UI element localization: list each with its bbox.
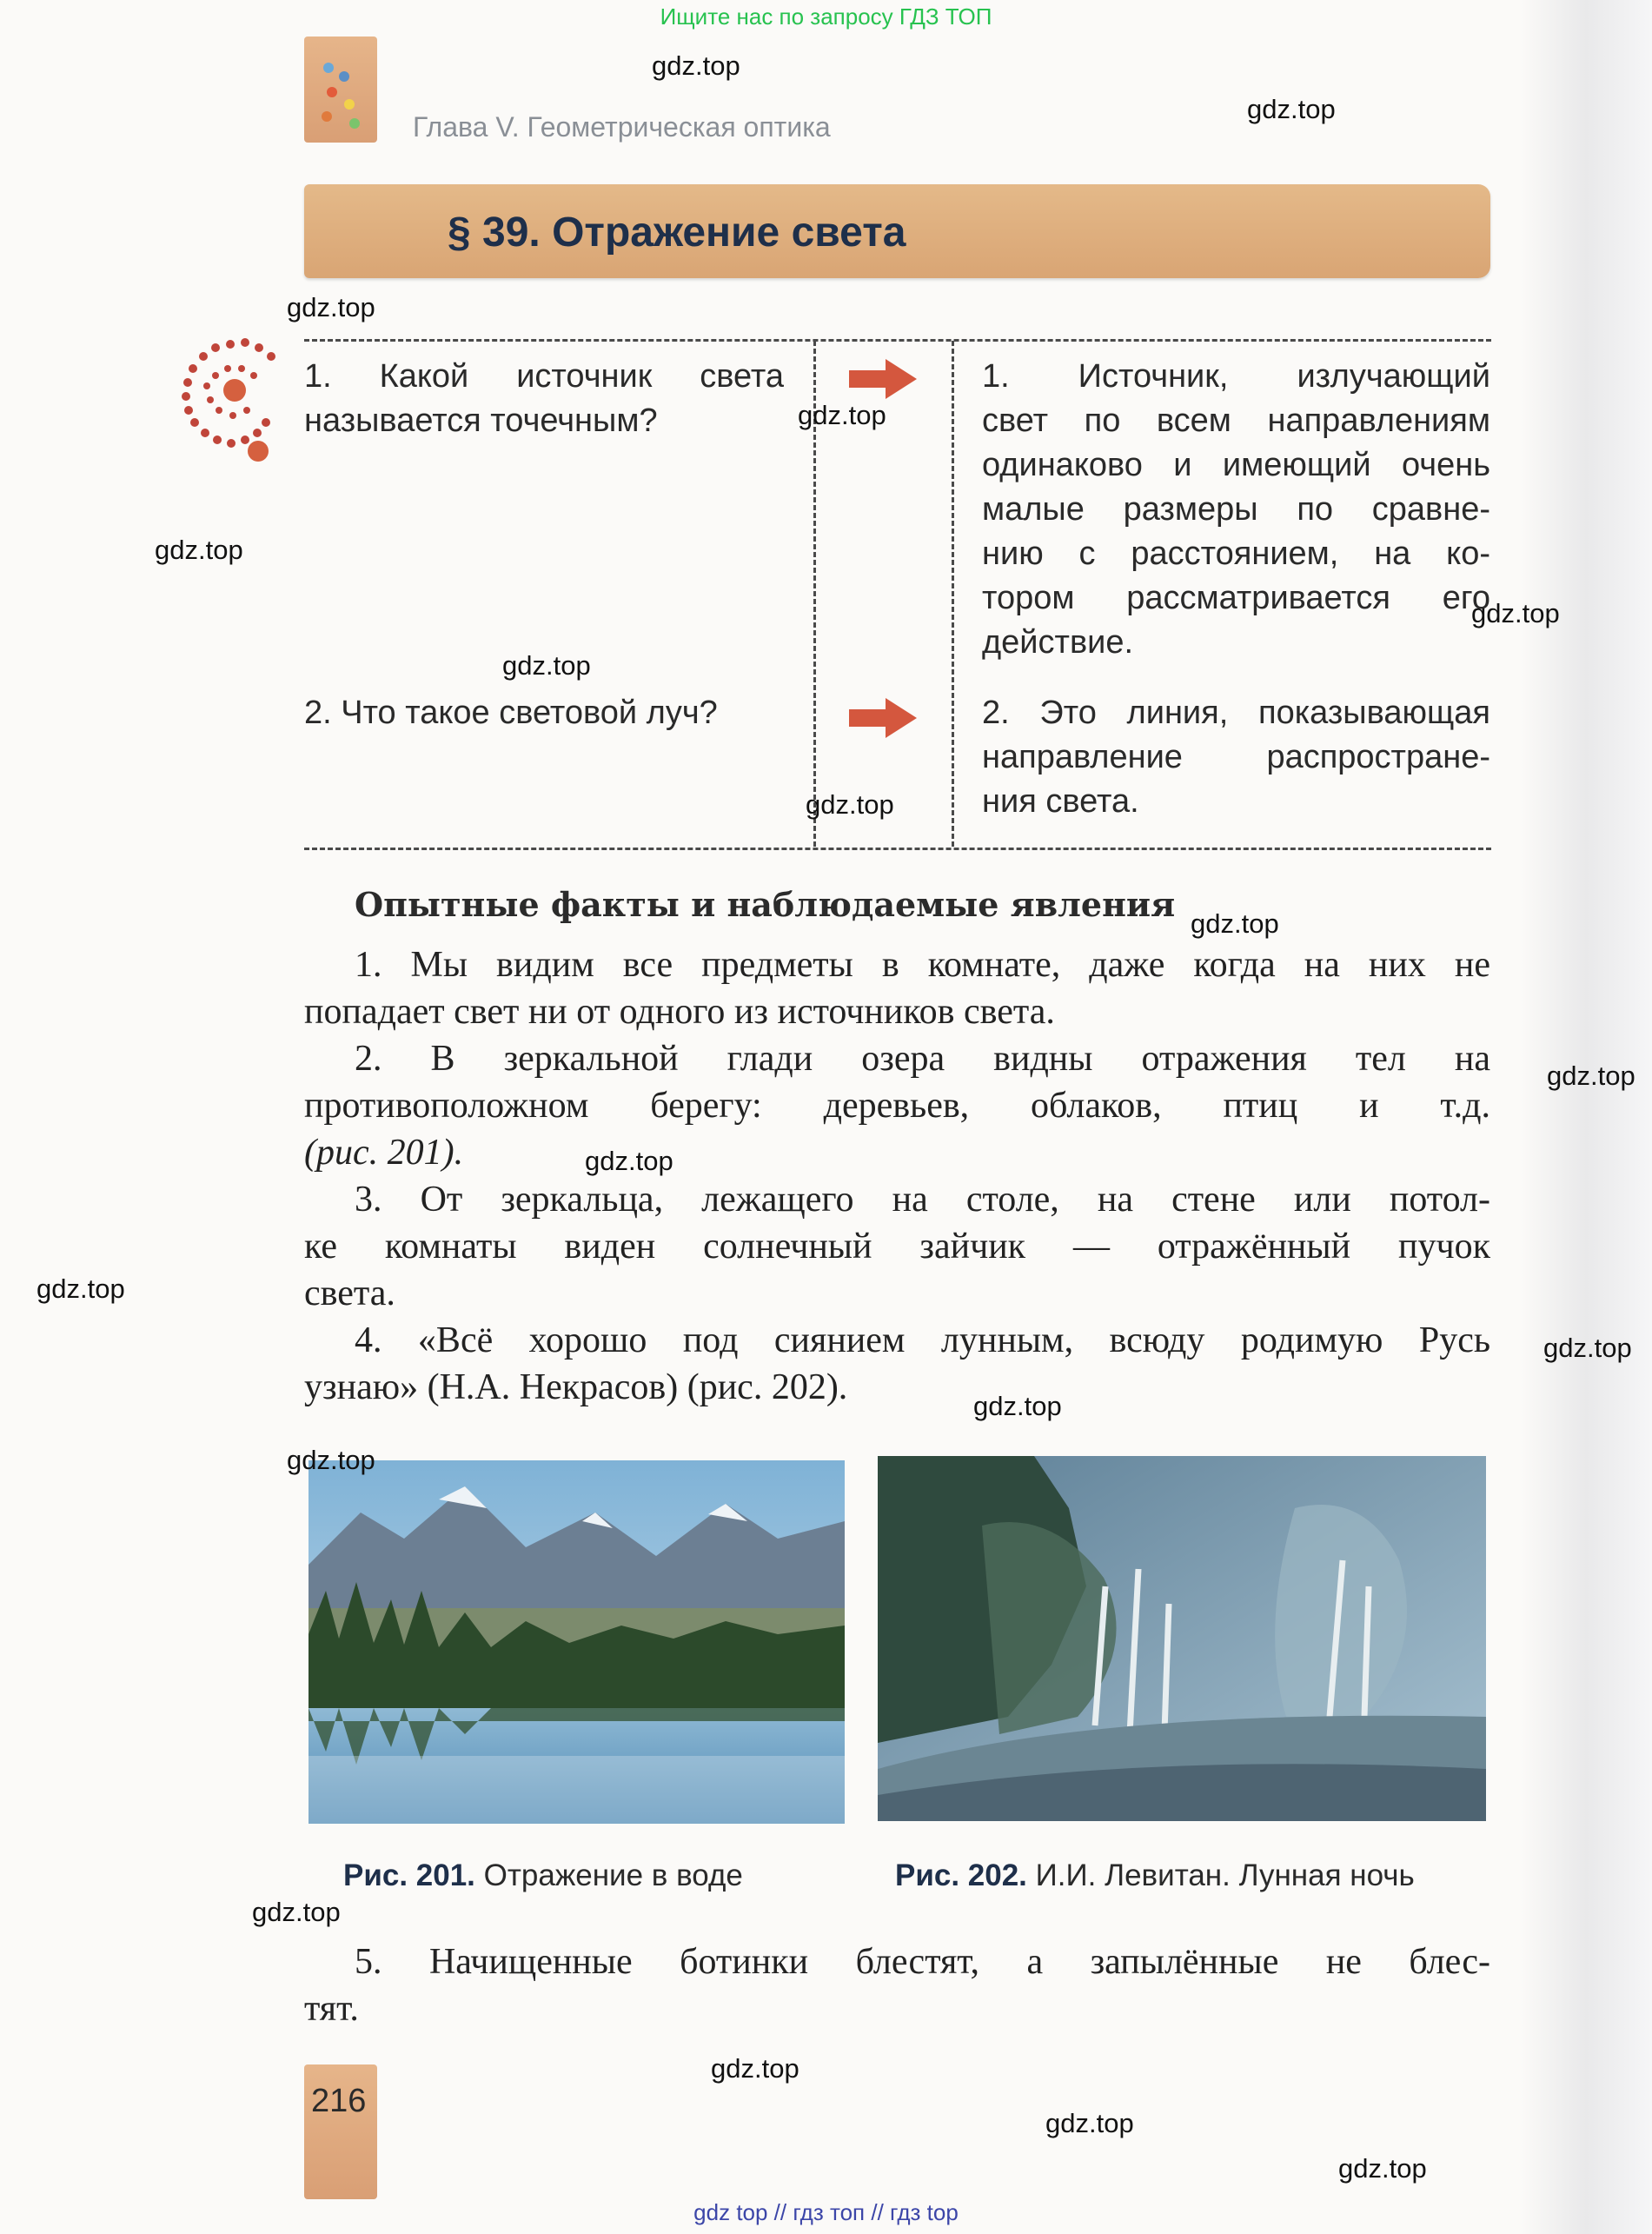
search-banner[interactable]: Ищите нас по запросу ГДЗ ТОП (660, 3, 992, 30)
watermark: gdz.top (287, 1445, 375, 1475)
qa-border-bottom (304, 848, 1491, 850)
watermark: gdz.top (502, 650, 591, 681)
question-1-line-2: называется точечным? (304, 402, 658, 439)
watermark: gdz.top (711, 2053, 799, 2084)
watermark: gdz.top (1543, 1333, 1632, 1363)
watermark: gdz.top (1471, 598, 1560, 628)
fact-3-line-1: 3. От зеркальца, лежащего на столе, на стене или потол- (355, 1180, 1490, 1220)
arrow-right-icon (847, 695, 919, 741)
answer-2: 2. Это линия, показывающая направление распростране- ния света. (982, 695, 1490, 820)
watermark: gdz.top (1191, 908, 1279, 939)
fact-4-line-1: 4. «Всё хорошо под сиянием лунным, всюду родимую Русь (355, 1320, 1490, 1360)
section-title: § 39. Отражение света (448, 209, 906, 256)
facts-list (304, 941, 1490, 1411)
qa-divider-right (952, 341, 954, 847)
fact-2-line-2: противоположном берегу: деревьев, облаков, птиц и т.д. (304, 1086, 1490, 1126)
watermark: gdz.top (155, 535, 243, 565)
chapter-header: Глава V. Геометрическая оптика (413, 111, 831, 143)
figure-202-image (878, 1456, 1486, 1821)
qa-border-top (304, 339, 1491, 342)
fact-4-line-2: узнаю» (Н.А. Некрасов) (рис. 202). (304, 1367, 848, 1407)
watermark: gdz.top (1045, 2108, 1134, 2138)
arrow-right-icon (847, 356, 919, 402)
fact-3-line-2: ке комнаты виден солнечный зайчик — отражённый пучок (304, 1227, 1490, 1267)
watermark: gdz.top (1338, 2153, 1427, 2184)
watermark: gdz.top (652, 50, 740, 81)
answer-1: 1. Источник, излучающий свет по всем направлениям одинаково и имеющий очень малые размеры по сравне- нию с расстоянием, на ко- тором рассматривается его действие. (982, 358, 1490, 661)
fact-1-line-2: попадает свет ни от одного из источников света. (304, 992, 1055, 1032)
figure-201-image (309, 1460, 845, 1824)
figure-201-caption: Рис. 201. Отражение в воде (343, 1858, 743, 1892)
watermark: gdz.top (806, 789, 894, 820)
chapter-tab-decoration (304, 37, 377, 143)
fact-3-line-3: света. (304, 1273, 395, 1313)
fact-2-line-3: (рис. 201). (304, 1133, 464, 1173)
question-1-line-1: 1. Какой источник света (304, 358, 784, 395)
fact-1-line-1: 1. Мы видим все предметы в комнате, даже когда на них не (355, 945, 1490, 985)
facts-heading: Опытные факты и наблюдаемые явления (355, 885, 1176, 924)
fact-2-line-1: 2. В зеркальной глади озера видны отражения тел на (355, 1039, 1490, 1079)
watermark: gdz.top (252, 1897, 341, 1927)
footer-links[interactable]: gdz top // гдз топ // гдз top (693, 2199, 959, 2225)
figure-202-caption: Рис. 202. И.И. Левитан. Лунная ночь (895, 1858, 1415, 1892)
watermark: gdz.top (1547, 1060, 1635, 1091)
page-number: 216 (311, 2083, 367, 2119)
watermark: gdz.top (798, 400, 886, 430)
watermark: gdz.top (973, 1391, 1062, 1421)
watermark: gdz.top (1247, 94, 1336, 124)
watermark: gdz.top (36, 1273, 125, 1304)
question-2: 2. Что такое световой луч? (304, 695, 718, 731)
spiral-ornament-icon (165, 330, 295, 469)
watermark: gdz.top (287, 292, 375, 322)
watermark: gdz.top (585, 1146, 673, 1176)
fact-5: 5. Начищенные ботинки блестят, а запылённые не блес- тят. (304, 1942, 1490, 2029)
